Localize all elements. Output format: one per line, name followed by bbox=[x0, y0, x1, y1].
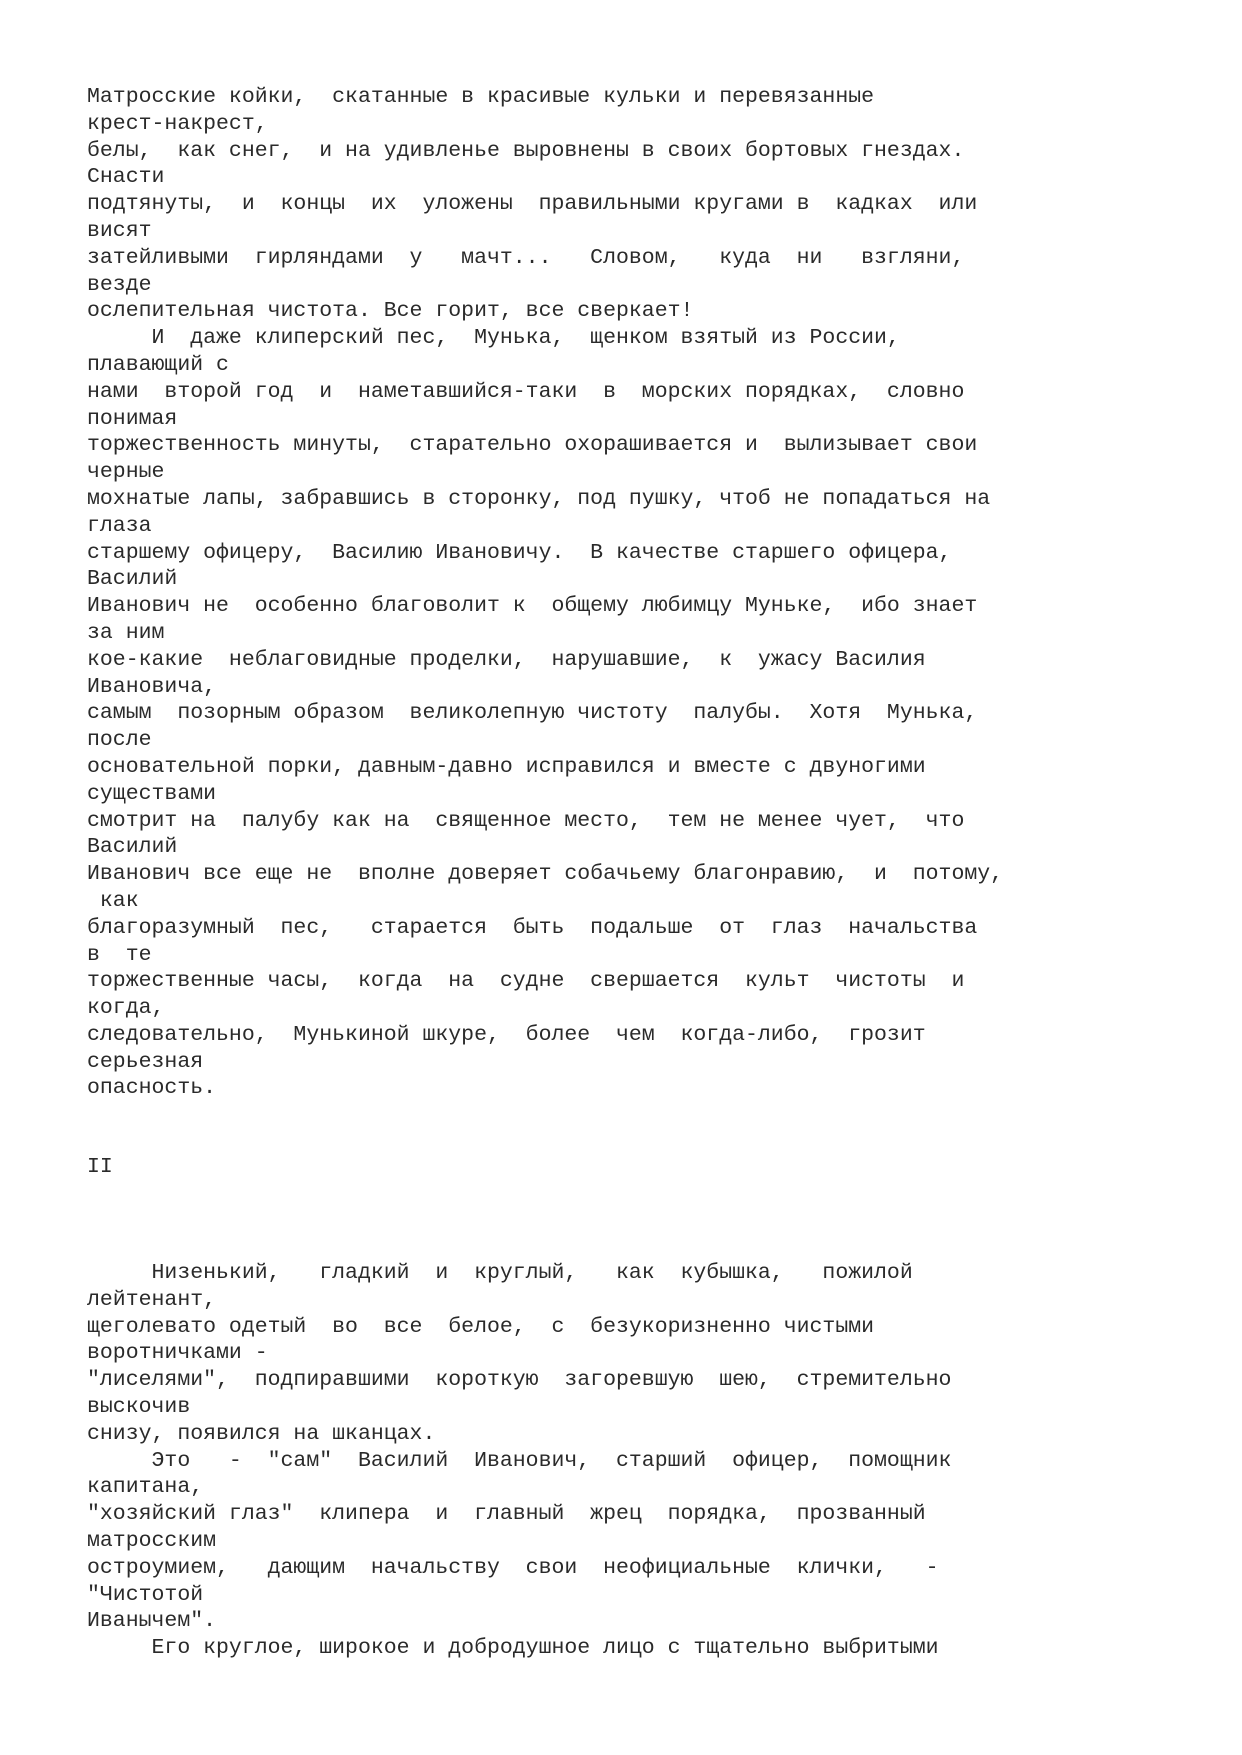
paragraph-block-1: Матросские койки, скатанные в красивые кульки и перевязанные крест-накрест, белы, как снег, и на удивленье выровнены в своих бортовых гнездах. Снасти подтянуты, и концы их уложены правильными кругами в кадках или висят затейливыми гирляндами у мачт... Словом, куда ни взгляни, везде ослепительная чистота. Все горит, все сверкает! И даже клиперский пес, Мунька, щенком взятый из России, плавающий с нами второй год и наметавшийся-таки в морских порядках, словно понимая торжественность минуты, старательно охорашивается и вылизывает свои черные мохнатые лапы, забравшись в сторонку, под пушку, чтоб не попадаться на глаза старшему офицеру, Василию Ивановичу. В качестве старшего офицера, Василий Иванович не особенно благоволит к общему любимцу Муньке, ибо знает за ним кое-какие неблаговидные проделки, нарушавшие, к ужасу Василия Ивановича, самым позорным образом великолепную чистоту палубы. Хотя Мунька, после основательной порки, давным-давно исправился и вместе с двуногими существами смотрит на палубу как на священное место, тем не менее чует, что Василий Иванович все еще не вполне доверяет собачьему благонравию, и потому, как благоразумный пес, старается быть подальше от глаз начальства в те торжественные часы, когда на судне свершается культ чистоты и когда, следовательно, Мунькиной шкуре, более чем когда-либо, грозит серьезная опасность. bbox=[87, 85, 1004, 1101]
paragraph-block-2: Низенький, гладкий и круглый, как кубышка, пожилой лейтенант, щеголевато одетый во все белое, с безукоризненно чистыми воротничками - "лиселями", подпиравшими короткую загоревшую шею, стремительно выскочив снизу, появился на шканцах. Это - "сам" Василий Иванович, старший офицер, помощник капитана, "хозяйский глаз" клипера и главный жрец порядка, прозванный матросским остроумием, дающим начальству свои неофициальные клички, - "Чистотой Иванычем". Его круглое, широкое и добродушное лицо с тщательно выбритыми bbox=[87, 1261, 952, 1661]
chapter-heading: II bbox=[87, 1155, 113, 1179]
